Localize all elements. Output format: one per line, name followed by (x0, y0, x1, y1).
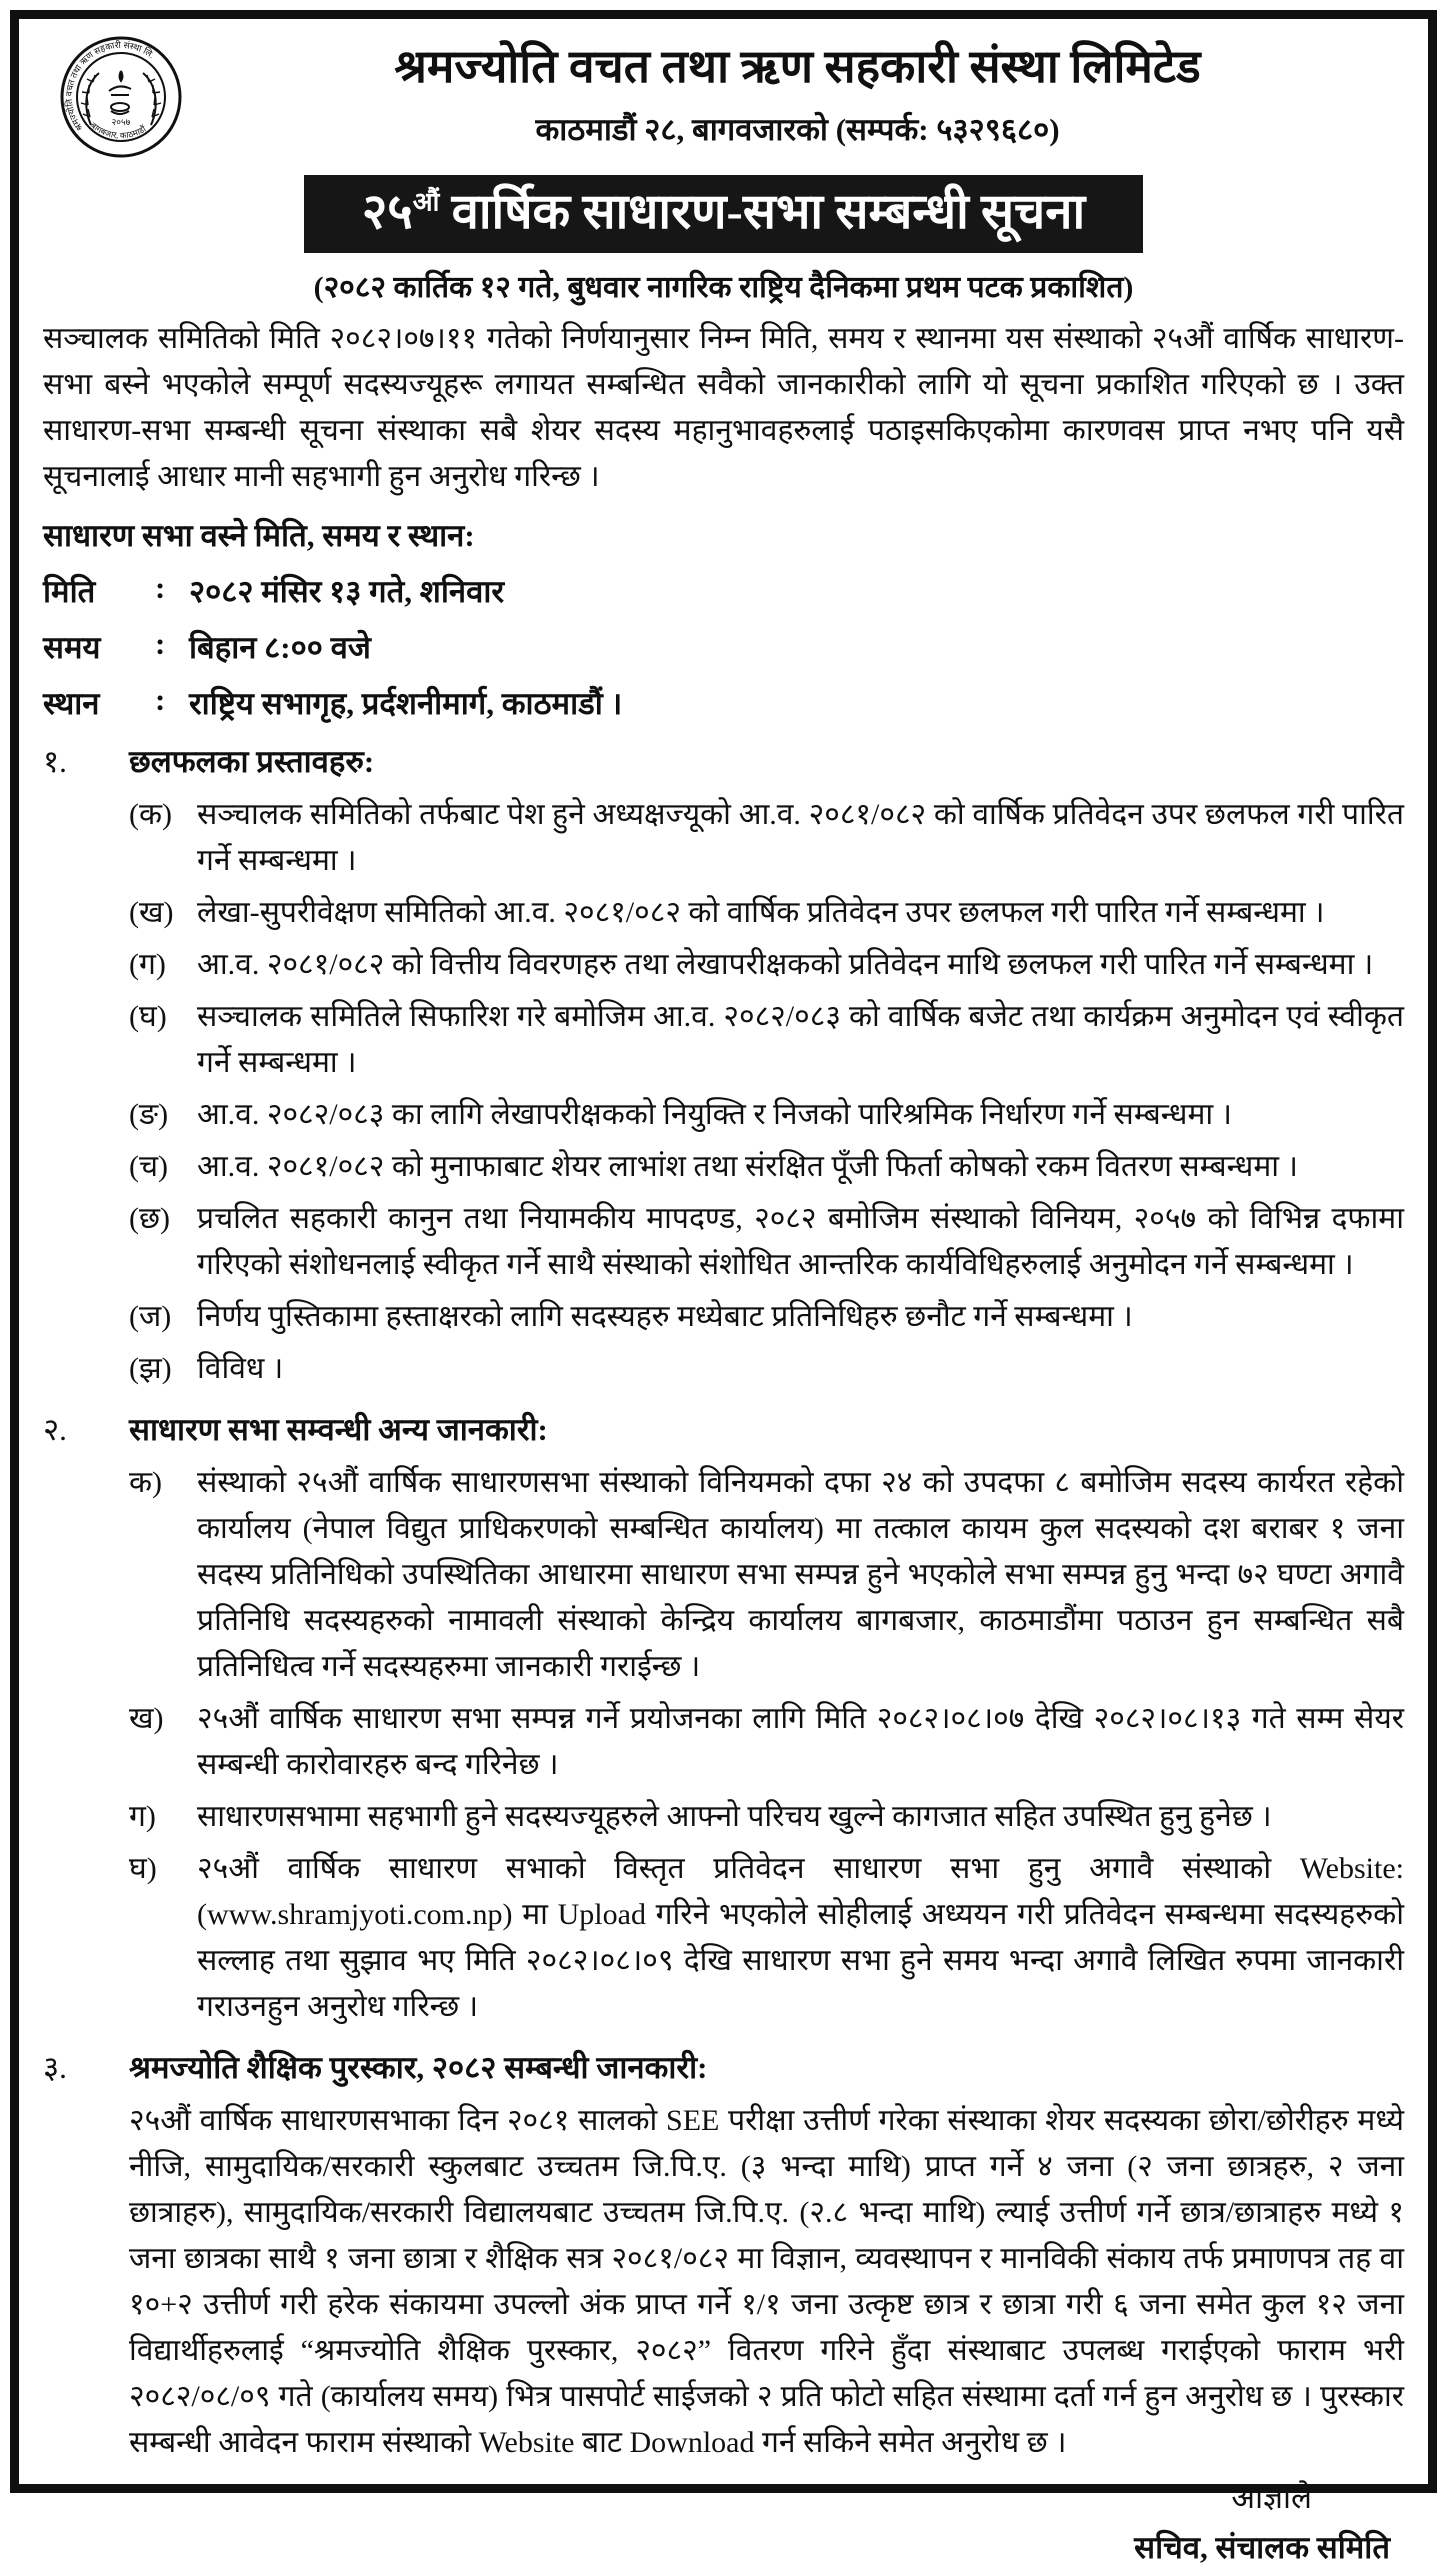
meeting-date-colon: : (155, 569, 166, 605)
section-title: श्रमज्योति शैक्षिक पुरस्कार, २०८२ सम्बन्धी जानकारी: (129, 2049, 708, 2085)
meeting-time-colon: : (155, 625, 166, 661)
seal-year: २०५७ (111, 117, 131, 127)
list-item (129, 1696, 1404, 1788)
document-border-frame (10, 10, 1437, 2565)
meeting-date-value: २०८२ मंसिर १३ गते, शनिवार (189, 573, 505, 609)
item-label: (ङ) (129, 1097, 169, 1131)
list-item (129, 792, 1404, 884)
meeting-venue-colon: : (155, 681, 166, 717)
list-item (129, 1846, 1404, 2030)
item-text: आ.व. २०८१/०८२ को मुनाफाबाट शेयर लाभांश तथा संरक्षित पूँजी फिर्ता कोषको रकम वितरण सम्बन्धमा । (197, 1149, 1298, 1183)
list-item (129, 1144, 1404, 1190)
meeting-time-label: समय (43, 629, 101, 665)
banner-agm-number: २५ (361, 184, 413, 239)
organization-seal-logo (57, 33, 185, 161)
section-agenda-heading (43, 740, 1404, 782)
intro-paragraph: सञ्चालक समितिको मिति २०८२।०७।११ गतेको निर्णयानुसार निम्न मिति, समय र स्थानमा यस संस्थाको २५औं वार्षिक साधारण-सभा बस्ने भएकोले सम्पूर्ण सदस्यज्यूहरू लगायत सम्बन्धित सवैको जानकारीको लागि यो सूचना प्रकाशित गरिएको छ । उक्त साधारण-सभा सम्बन्धी सूचना संस्थाका सबै शेयर सदस्य महानुभावहरुलाई पठाइसकिएकोमा कारणवस प्राप्त नभए पनि यसै सूचनालाई आधार मानी सहभागी हुन अनुरोध गरिन्छ । (43, 321, 1404, 493)
item-text: प्रचलित सहकारी कानुन तथा नियामकीय मापदण्ड, २०८२ बमोजिम संस्थाको विनियम, २०५७ को विभिन्न दफामा गरिएको संशोधनलाई स्वीकृत गर्ने साथै संस्थाको संशोधित आन्तरिक कार्यविधिहरुलाई अनुमोदन गर्ने सम्बन्धमा । (197, 1201, 1404, 1281)
item-text: साधारणसभामा सहभागी हुने सदस्यज्यूहरुले आफ्नो परिचय खुल्ने कागजात सहित उपस्थित हुनु हुनेछ । (197, 1799, 1272, 1833)
section-other-info (43, 1408, 1404, 2030)
meeting-date-label: मिति (43, 573, 96, 609)
item-label: ख) (129, 1701, 164, 1735)
meeting-time-value: बिहान ८:०० वजे (189, 629, 371, 665)
section-education-award (43, 2046, 1404, 2466)
notice-title-banner (304, 175, 1143, 253)
item-text: आ.व. २०८२/०८३ का लागि लेखापरीक्षकको नियुक्ति र निजको पारिश्रमिक निर्धारण गर्ने सम्बन्धमा । (197, 1097, 1233, 1131)
section-other-info-heading (43, 1408, 1404, 1450)
seal-hand-lamp-emblem (109, 71, 131, 114)
section-title: साधारण सभा सम्वन्धी अन्य जानकारी: (129, 1411, 548, 1447)
item-label: (ख) (129, 895, 174, 929)
header-text-block (191, 29, 1404, 150)
banner-ordinal-suffix: औं (412, 187, 440, 217)
seal-ribbon-text: बागबजार, काठमाडौं (88, 120, 148, 141)
education-award-paragraph: २५औं वार्षिक साधारणसभाका दिन २०८१ सालको SEE परीक्षा उत्तीर्ण गरेका संस्थाका शेयर सदस्यका छोरा/छोरीहरु मध्ये नीजि, सामुदायिक/सरकारी स्कुलबाट उच्चतम जि.पि.ए. (३ भन्दा माथि) प्राप्त गर्ने ४ जना (२ जना छात्रहरु, २ जना छात्राहरु), सामुदायिक/सरकारी विद्यालयबाट उच्चतम जि.पि.ए. (२.८ भन्दा माथि) ल्याई उत्तीर्ण गर्ने छात्र/छात्राहरु मध्ये १ जना छात्रका साथै १ जना छात्रा र शैक्षिक सत्र २०८१/०८२ मा विज्ञान, व्यवस्थापन र मानविकी संकाय तर्फ प्रमाणपत्र तह वा १०+२ उत्तीर्ण गरी हरेक संकायमा उपल्लो अंक प्राप्त गर्ने १/१ जना उत्कृष्ट छात्र र छात्रा गरी ६ जना समेत कुल १२ जना विद्यार्थीहरुलाई “श्रमज्योति शैक्षिक पुरस्कार, २०८२” वितरण गरिने हुँदा संस्थाबाट उपलब्ध गराईएको फाराम भरी २०८२/०८/०९ गते (कार्यालय समय) भित्र पासपोर्ट साईजको २ प्रति फोटो सहित संस्थामा दर्ता गर्न हुन अनुरोध छ । पुरस्कार सम्बन्धी आवेदन फाराम संस्थाको Website बाट Download गर्न सकिने समेत अनुरोध छ । (129, 2103, 1404, 2459)
agenda-items (129, 792, 1404, 1392)
section-agenda (43, 740, 1404, 1392)
meeting-venue-label: स्थान (43, 685, 100, 721)
meeting-time-row (43, 626, 1404, 668)
meeting-venue-row (43, 682, 1404, 724)
item-text: सञ्चालक समितिको तर्फबाट पेश हुने अध्यक्षज्यूको आ.व. २०८१/०८२ को वार्षिक प्रतिवेदन उपर छलफल गरी पारित गर्ने सम्बन्धमा । (197, 797, 1404, 877)
item-text: २५औं वार्षिक साधारण सभाको विस्तृत प्रतिवेदन साधारण सभा हुनु अगावै संस्थाको Website: (www.shramjyoti.com.np) मा Upload गरिने भएकोले सोहीलाई अध्ययन गरी प्रतिवेदन सम्बन्धमा सदस्यहरुको सल्लाह तथा सुझाव भए मिति २०८२।०८।०९ देखि साधारण सभा हुने समय भन्दा अगावै लिखित रुपमा जानकारी गराउनहुन अनुरोध गरिन्छ । (197, 1851, 1404, 2023)
item-text: सञ्चालक समितिले सिफारिश गरे बमोजिम आ.व. २०८२/०८३ को वार्षिक बजेट तथा कार्यक्रम अनुमोदन एवं स्वीकृत गर्ने सम्बन्धमा । (197, 999, 1404, 1079)
item-label: घ) (129, 1851, 157, 1885)
list-item (129, 1294, 1404, 1340)
item-text: २५औं वार्षिक साधारण सभा सम्पन्न गर्ने प्रयोजनका लागि मिति २०८२।०८।०७ देखि २०८२।०८।१३ गते सम्म सेयर सम्बन्धी कारोवारहरु बन्द गरिनेछ । (197, 1701, 1404, 1781)
section-number: १. (43, 743, 67, 779)
organization-name: श्रमज्योति वचत तथा ऋण सहकारी संस्था लिमिटेड (394, 41, 1201, 92)
section-title: छलफलका प्रस्तावहरु: (129, 743, 375, 779)
item-label: (छ) (129, 1201, 171, 1235)
other-info-items (129, 1460, 1404, 2030)
item-text: आ.व. २०८१/०८२ को वित्तीय विवरणहरु तथा लेखापरीक्षकको प्रतिवेदन माथि छलफल गरी पारित गर्ने सम्बन्धमा । (197, 947, 1374, 981)
item-label: क) (129, 1465, 163, 1499)
item-label: (ज) (129, 1299, 172, 1333)
item-text: विविध । (197, 1351, 284, 1385)
item-label: (क) (129, 797, 173, 831)
list-item (129, 1346, 1404, 1392)
section-number: ३. (43, 2049, 67, 2085)
list-item (129, 1092, 1404, 1138)
list-item (129, 1460, 1404, 1690)
organization-address: काठमाडौं २८, बागवजारको (सम्पर्क: ५३२९६८०) (535, 112, 1060, 148)
item-text: लेखा-सुपरीवेक्षण समितिको आ.व. २०८१/०८२ को वार्षिक प्रतिवेदन उपर छलफल गरी पारित गर्ने सम्बन्धमा । (197, 895, 1325, 929)
item-label: (च) (129, 1149, 169, 1183)
meeting-info-heading: साधारण सभा वस्ने मिति, समय र स्थान: (43, 517, 475, 553)
item-label: ग) (129, 1799, 156, 1833)
signature-designation: सचिव, संचालक समिति (1134, 2529, 1390, 2565)
header (43, 29, 1404, 161)
item-text: निर्णय पुस्तिकामा हस्ताक्षरको लागि सदस्यहरु मध्येबाट प्रतिनिधिहरु छनौट गर्ने सम्बन्धमा । (197, 1299, 1133, 1333)
item-label: (घ) (129, 999, 167, 1033)
item-label: (झ) (129, 1351, 172, 1385)
meeting-date-row (43, 570, 1404, 612)
list-item (129, 890, 1404, 936)
item-text: संस्थाको २५औं वार्षिक साधारणसभा संस्थाको विनियमको दफा २४ को उपदफा ८ बमोजिम सदस्य कार्यरत रहेको कार्यालय (नेपाल विद्युत प्राधिकरणको सम्बन्धित कार्यालय) मा तत्काल कायम कुल सदस्यको दश बराबर १ जना सदस्य प्रतिनिधिको उपस्थितिका आधारमा साधारण सभा सम्पन्न हुने भएकोले सभा सम्पन्न हुनु भन्दा ७२ घण्टा अगावै प्रतिनिधि सदस्यहरुको नामावली संस्थाको केन्द्रिय कार्यालय बागबजार, काठमाडौंमा पठाउन हुन सम्बन्धित सबै प्रतिनिधित्व गर्ने सदस्यहरुमा जानकारी गराईन्छ । (197, 1465, 1404, 1683)
list-item (129, 1196, 1404, 1288)
list-item (129, 994, 1404, 1086)
list-item (129, 1794, 1404, 1840)
seal-ring-text: श्रमज्योति वचत तथा ऋण सहकारी संस्था लि. (64, 39, 157, 133)
section-number: २. (43, 1411, 67, 1447)
banner-title-text: वार्षिक साधारण-सभा सम्बन्धी सूचना (439, 184, 1086, 239)
signature-by-order: आज्ञाले (1231, 2479, 1312, 2515)
meeting-venue-value: राष्ट्रिय सभागृह, प्रर्दशनीमार्ग, काठमाडौं । (189, 685, 623, 721)
publication-line: (२०८२ कार्तिक १२ गते, बुधवार नागरिक राष्ट्रिय दैनिकमा प्रथम पटक प्रकाशित) (313, 270, 1134, 304)
section-education-award-heading (43, 2046, 1404, 2088)
signature-block (43, 2476, 1404, 2568)
list-item (129, 942, 1404, 988)
item-label: (ग) (129, 947, 166, 981)
